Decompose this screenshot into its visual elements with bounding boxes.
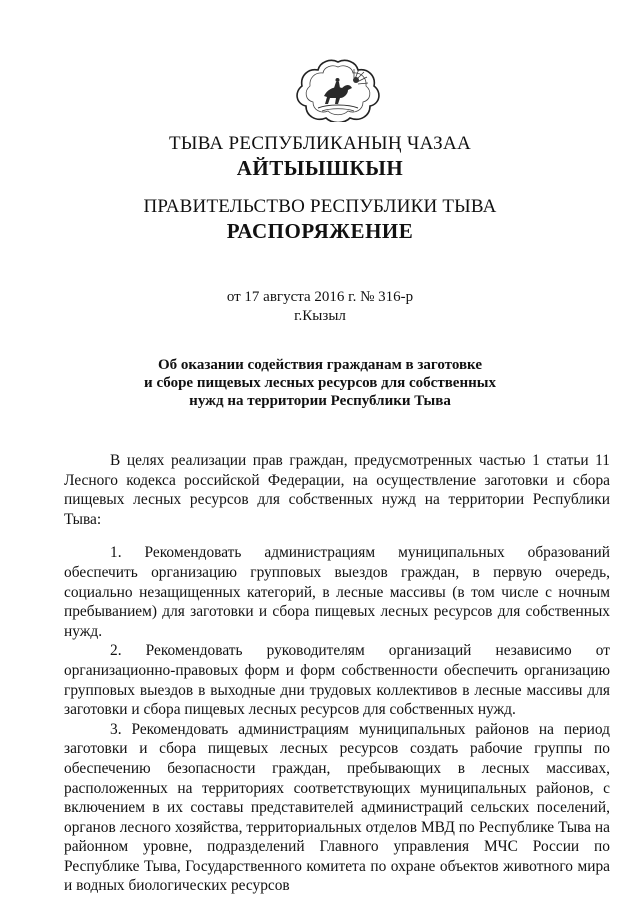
- coat-of-arms-emblem: [294, 58, 382, 122]
- russian-government-line: ПРАВИТЕЛЬСТВО РЕСПУБЛИКИ ТЫВА: [143, 196, 497, 217]
- item-2-paragraph: 2. Рекомендовать руководителям организаций независимо от организационно-правовых форм и форм собственности обеспечить организацию групповых выездов в выходные дни трудовых коллективов в лесные массивы для заготовки и сбора пищевых лесных ресурсов для собственных нужд.: [64, 642, 610, 719]
- item-1-paragraph: 1. Рекомендовать администрациям муниципальных образований обеспечить организацию групповых выездов граждан, в первую очередь, социально незащищенных категорий, в лесные массивы (в том числе с ночным пребыванием) для заготовки и сбора пищевых лесных ресурсов для собственных нужд.: [64, 544, 610, 640]
- title-line-3: нужд на территории Республики Тыва: [189, 393, 451, 409]
- document-date-number: от 17 августа 2016 г. № 316-р: [226, 289, 414, 305]
- tuva-government-line: ТЫВА РЕСПУБЛИКАНЫҢ ЧАЗАА: [168, 133, 472, 154]
- title-line-2: и сборе пищевых лесных ресурсов для собственных: [144, 375, 496, 391]
- tuva-document-type: АЙТЫЫШКЫН: [236, 156, 404, 180]
- title-line-1: Об оказании содействия гражданам в заготовке: [158, 357, 482, 373]
- document-body: [64, 451, 610, 896]
- russian-document-type: РАСПОРЯЖЕНИЕ: [226, 219, 414, 243]
- intro-paragraph: В целях реализации прав граждан, предусмотренных частью 1 статьи 11 Лесного кодекса российской Федерации, на осуществление заготовки и сбора пищевых лесных ресурсов для собственных нужд на территории Республики Тыва:: [64, 452, 610, 528]
- document-title: [110, 356, 530, 410]
- item-3-paragraph: 3. Рекомендовать администрациям муниципальных районов на период заготовки и сбора пищевых лесных ресурсов создать рабочие группы по обеспечению безопасности граждан, пребывающих в лесных массивах, расположенных на территориях соответствующих муниципальных районов, с включением в их составы представителей администраций сельских поселений, органов лесного хозяйства, территориальных отделов МВД по Республике Тыва на районном уровне, подразделений Главного управления МЧС России по Республике Тыва, Государственного комитета по охране объектов животного мира и водных биологических ресурсов: [64, 720, 610, 895]
- document-city: г.Кызыл: [294, 308, 346, 324]
